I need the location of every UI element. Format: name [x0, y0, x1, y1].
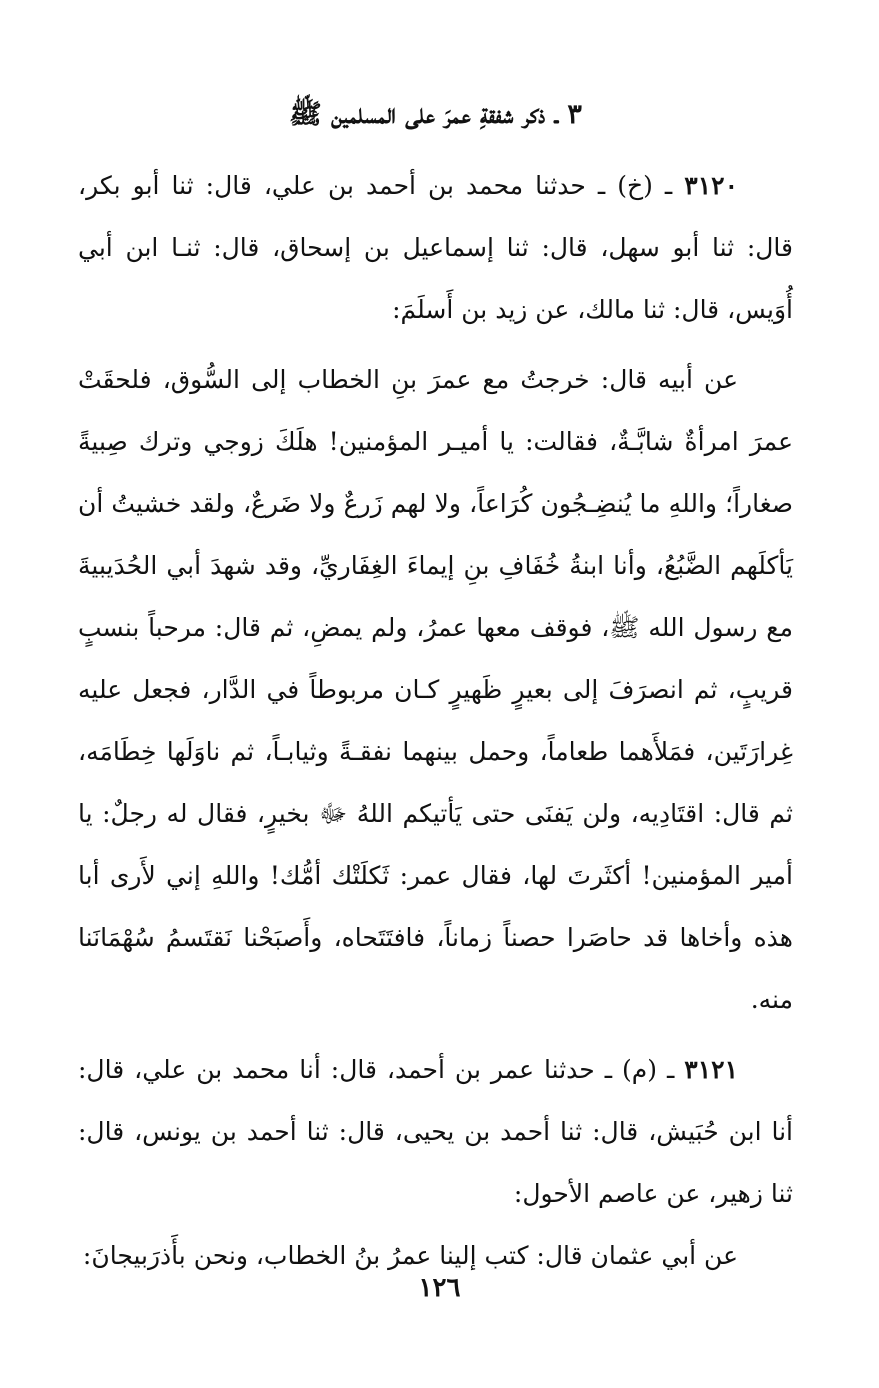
paragraph-gap [78, 341, 793, 349]
page-body [78, 95, 793, 1287]
chapter-heading: ٣ ـ ذكر شفقةِ عمرَ على المسلمين ﷺ [289, 99, 582, 130]
hadith-3121-isnad [78, 1039, 793, 1225]
hadith-3121-matn: عن أبي عثمان قال: كتب إلينا عمرُ بنُ الخطاب، ونحن بأَذرَبيجانَ: [82, 1241, 738, 1270]
hadith-3120-matn: عن أبيه قال: خرجتُ مع عمرَ بنِ الخطاب إلى السُّوق، فلحقَتْ عمرَ امرأةٌ شابَّـةٌ، فقالت: يا أميـر المؤمنين! هلَكَ زوجي وترك صِبيةً صغاراً؛ واللهِ ما يُنضِـجُون كُرَاعاً، ولا لهم زَرعٌ ولا ضَرعٌ، ولقد خشيتُ أن يَأكلَهم الضَّبُعُ، وأنا ابنةُ خُفَافِ بنِ إيماءَ الغِفَاريِّ، وقد شهدَ أبي الحُدَيبيةَ مع رسول الله ﷺ، فوقف معها عمرُ، ولم يمضِ، ثم قال: مرحباً بنسبٍ قريبٍ، ثم انصرَفَ إلى بعيرٍ ظَهيرٍ كـان مربوطاً في الدَّار، فجعل عليه غِرارَتَين، فمَلأَهما طعاماً، وحمل بينهما نفقـةً وثيابـاً، ثم ناوَلَها خِطَامَه، ثم قال: اقتَادِيه، ولن يَفنَى حتى يَأتيكم اللهُ ﷻ بخيرٍ، فقال له رجلٌ: يا أمير المؤمنين! أكثَرتَ لها، فقال عمر: ثَكلَتْك أمُّك! واللهِ إني لأَرى أبا هذه وأخاها قد حاصَرا حصناً زماناً، فافتَتَحاه، وأَصبَحْنا نَقتَسمُ سُهْمَانَنا منه. [78, 365, 793, 1014]
hadith-isnad-text: ـ (م) ـ حدثنا عمر بن أحمد، قال: أنا محمد بن علي، قال: أنا ابن حُبَيش، قال: ثنا أحمد بن يحيى، قال: ثنا أحمد بن يونس، قال: ثنا زهير، عن عاصم الأحول: [78, 1055, 793, 1208]
hadith-isnad-text: ـ (خ) ـ حدثنا محمد بن أحمد بن علي، قال: ثنا أبو بكر، قال: ثنا أبو سهل، قال: ثنا إسماعيل بن إسحاق، قال: ثنـا ابن أبي أُوَيس، قال: ثنا مالك، عن زيد بن أَسلَمَ: [78, 171, 793, 324]
hadith-3120-isnad [78, 155, 793, 341]
paragraph-gap [78, 1031, 793, 1039]
hadith-number: ٣١٢١ [684, 1055, 738, 1084]
hadith-number: ٣١٢٠ [684, 171, 738, 200]
page-number: ١٢٦ [418, 1273, 461, 1303]
